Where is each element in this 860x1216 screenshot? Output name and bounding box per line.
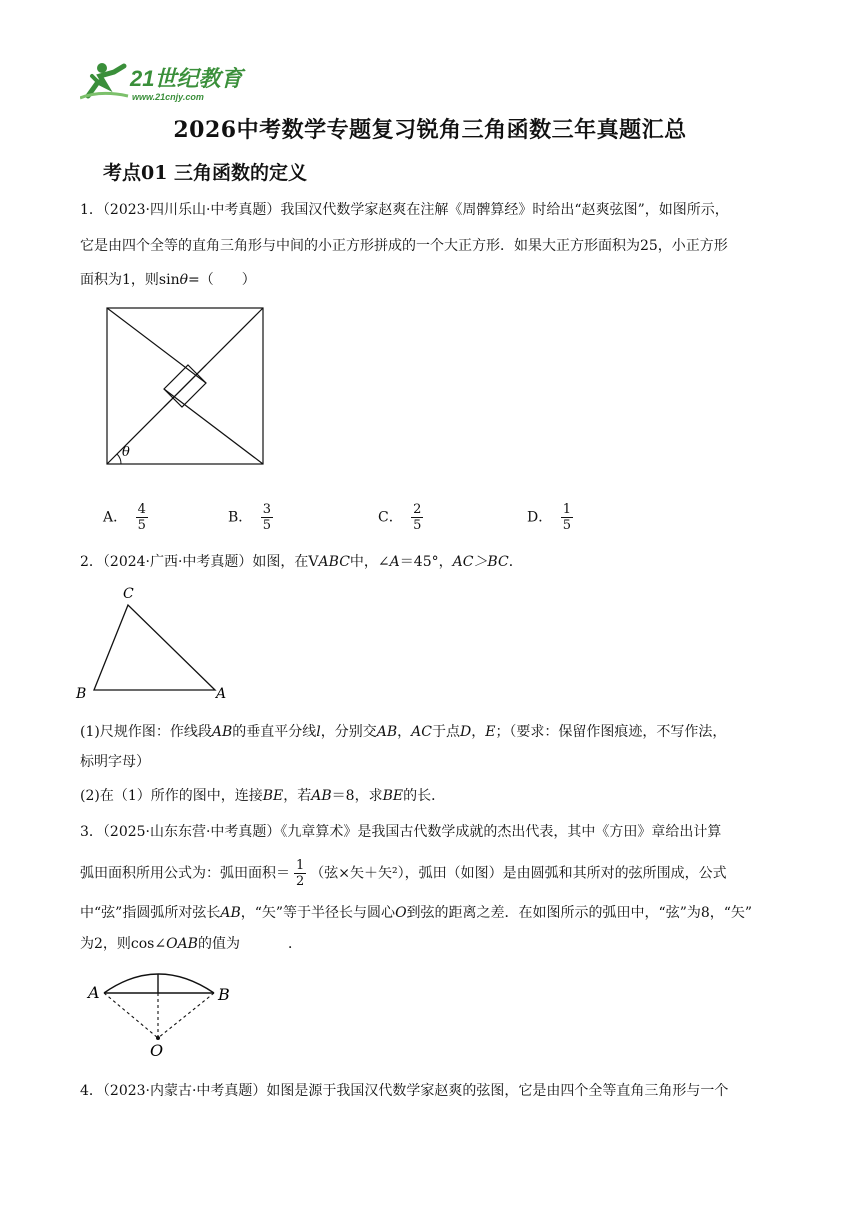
q2-p1-l: E <box>485 724 496 740</box>
q3-half-fraction <box>294 858 306 889</box>
q3-frac-den: 2 <box>296 874 305 889</box>
q2-p1-a: (1)尺规作图：作线段 <box>80 724 212 740</box>
q2-abc: ABC <box>318 554 350 570</box>
page-title: 2026中考数学专题复习锐角三角函数三年真题汇总 <box>173 117 687 143</box>
q2-ac-bc: AC＞BC <box>452 554 509 570</box>
option-d-den: 5 <box>562 518 571 533</box>
q3-l3-b: AB <box>220 905 241 921</box>
q2-p1-c: 的垂直平分线 <box>232 724 317 740</box>
q2-p1-m: ；（要求：保留作图痕迹，不写作法， <box>495 724 727 740</box>
q2-p1-d: l <box>316 724 321 740</box>
q3-l3-d: O <box>395 905 407 921</box>
q2-p2-b: BE <box>262 788 284 804</box>
option-a <box>103 502 152 533</box>
q2-p1-f: AB <box>376 724 398 740</box>
q1-line1: 1．（2023·四川乐山·中考真题）我国汉代数学家赵爽在注解《周髀算经》时给出“赵爽弦图”，如图所示， <box>80 202 729 218</box>
logo <box>80 56 260 106</box>
option-c <box>378 502 427 533</box>
q1-line3 <box>80 270 256 290</box>
q1-line2: 它是由四个全等的直角三角形与中间的小正方形拼成的一个大正方形．如果大正方形面积为25，小正方形 <box>80 238 728 254</box>
option-b <box>228 502 277 533</box>
option-c-fraction <box>411 502 423 533</box>
point-o-label: O <box>150 1041 164 1060</box>
option-a-num: 4 <box>137 502 146 517</box>
arc-field-figure <box>82 960 252 1060</box>
q2-p1-i: 于点 <box>431 724 460 740</box>
logo-brand-text: 21世纪教育 <box>130 66 243 91</box>
q2-text-a: 2．（2024·广西·中考真题）如图，在V <box>80 554 319 570</box>
option-d-fraction <box>561 502 573 533</box>
runner-logo-icon <box>80 63 128 98</box>
option-a-fraction <box>136 502 148 533</box>
q2-part2 <box>80 786 445 806</box>
q2-p2-e: ＝8，求 <box>331 788 383 804</box>
q2-text-g: ． <box>508 554 523 570</box>
q3-line3 <box>80 903 752 923</box>
vertex-a-label: A <box>216 686 227 702</box>
zhao-shuang-square-figure <box>100 300 270 470</box>
q2-line1 <box>80 552 523 572</box>
option-d <box>527 502 577 533</box>
vertex-b-label: B <box>76 686 87 702</box>
q3-l2-a: 弧田面积所用公式为：弧田面积＝ <box>80 865 290 882</box>
theta-label: θ <box>122 445 130 460</box>
point-a-label: A <box>88 983 100 1002</box>
q4-line1: 4．（2023·内蒙古·中考真题）如图是源于我国汉代数学家赵爽的弦图，它是由四个全等直角三角形与一个 <box>80 1083 729 1099</box>
q3-l3-a: 中“弦”指圆弧所对弦长 <box>80 905 221 921</box>
q2-part1-line2: 标明字母） <box>80 754 150 770</box>
q2-p2-a: (2)在（1）所作的图中，连接 <box>80 788 263 804</box>
q2-part1-line1 <box>80 722 726 742</box>
option-c-letter: C． <box>378 509 403 526</box>
q3-line4 <box>80 934 302 954</box>
q2-p1-g: ， <box>397 724 412 740</box>
q2-p1-b: AB <box>211 724 233 740</box>
q2-p2-f: BE <box>382 788 404 804</box>
option-c-num: 2 <box>413 502 422 517</box>
q3-l2-b: （弦×矢＋矢²），弧田（如图）是由圆弧和其所对的弦所围成，公式 <box>310 865 727 882</box>
q3-l4-c: 的值为 <box>197 936 240 952</box>
q3-l4-a: 为2，则cos∠ <box>80 936 167 952</box>
section-title: 考点01 三角函数的定义 <box>103 162 308 184</box>
q3-l3-c: ，“矢”等于半径长与圆心 <box>240 905 396 921</box>
option-b-num: 3 <box>262 502 272 517</box>
q2-p1-h: AC <box>411 724 432 740</box>
q3-frac-num: 1 <box>296 858 305 873</box>
option-c-den: 5 <box>413 518 422 533</box>
option-d-letter: D． <box>527 509 553 526</box>
q2-angle-a: A <box>389 554 400 570</box>
q3-line2 <box>80 858 727 889</box>
option-b-den: 5 <box>262 518 272 533</box>
option-b-letter: B． <box>228 509 253 526</box>
q3-l4-b: OAB <box>166 936 198 952</box>
option-b-fraction <box>261 502 273 533</box>
q2-text-e: ＝45°， <box>399 554 453 570</box>
q1-line3-text: 面积为1，则 <box>80 272 159 288</box>
q3-l3-e: 到弦的距离之差．在如图所示的弧田中，“弦”为8，“矢” <box>406 905 753 921</box>
q3-l4-d: ． <box>287 936 302 952</box>
q2-p2-d: AB <box>311 788 332 804</box>
point-b-label: B <box>218 985 230 1004</box>
q2-text-c: 中，∠ <box>349 554 390 570</box>
vertex-c-label: C <box>123 586 134 602</box>
q2-p1-j: D <box>459 724 472 740</box>
q2-p1-e: ，分别交 <box>320 724 377 740</box>
q3-line1: 3．（2025·山东东营·中考真题）《九章算术》是我国古代数学成就的杰出代表，其中《方田》章给出计算 <box>80 824 722 840</box>
q1-sin: sin <box>158 272 180 288</box>
triangle-abc-figure <box>70 580 240 705</box>
q2-p1-k: ， <box>471 724 486 740</box>
q1-theta: θ <box>179 272 189 288</box>
q1-blank: =（ ） <box>188 272 256 288</box>
logo-url-text: www.21cnjy.com <box>132 92 204 102</box>
q2-p2-c: ，若 <box>283 788 312 804</box>
option-a-den: 5 <box>137 518 146 533</box>
option-d-num: 1 <box>562 502 571 517</box>
q2-p2-g: 的长． <box>403 788 446 804</box>
option-a-letter: A． <box>103 509 128 526</box>
